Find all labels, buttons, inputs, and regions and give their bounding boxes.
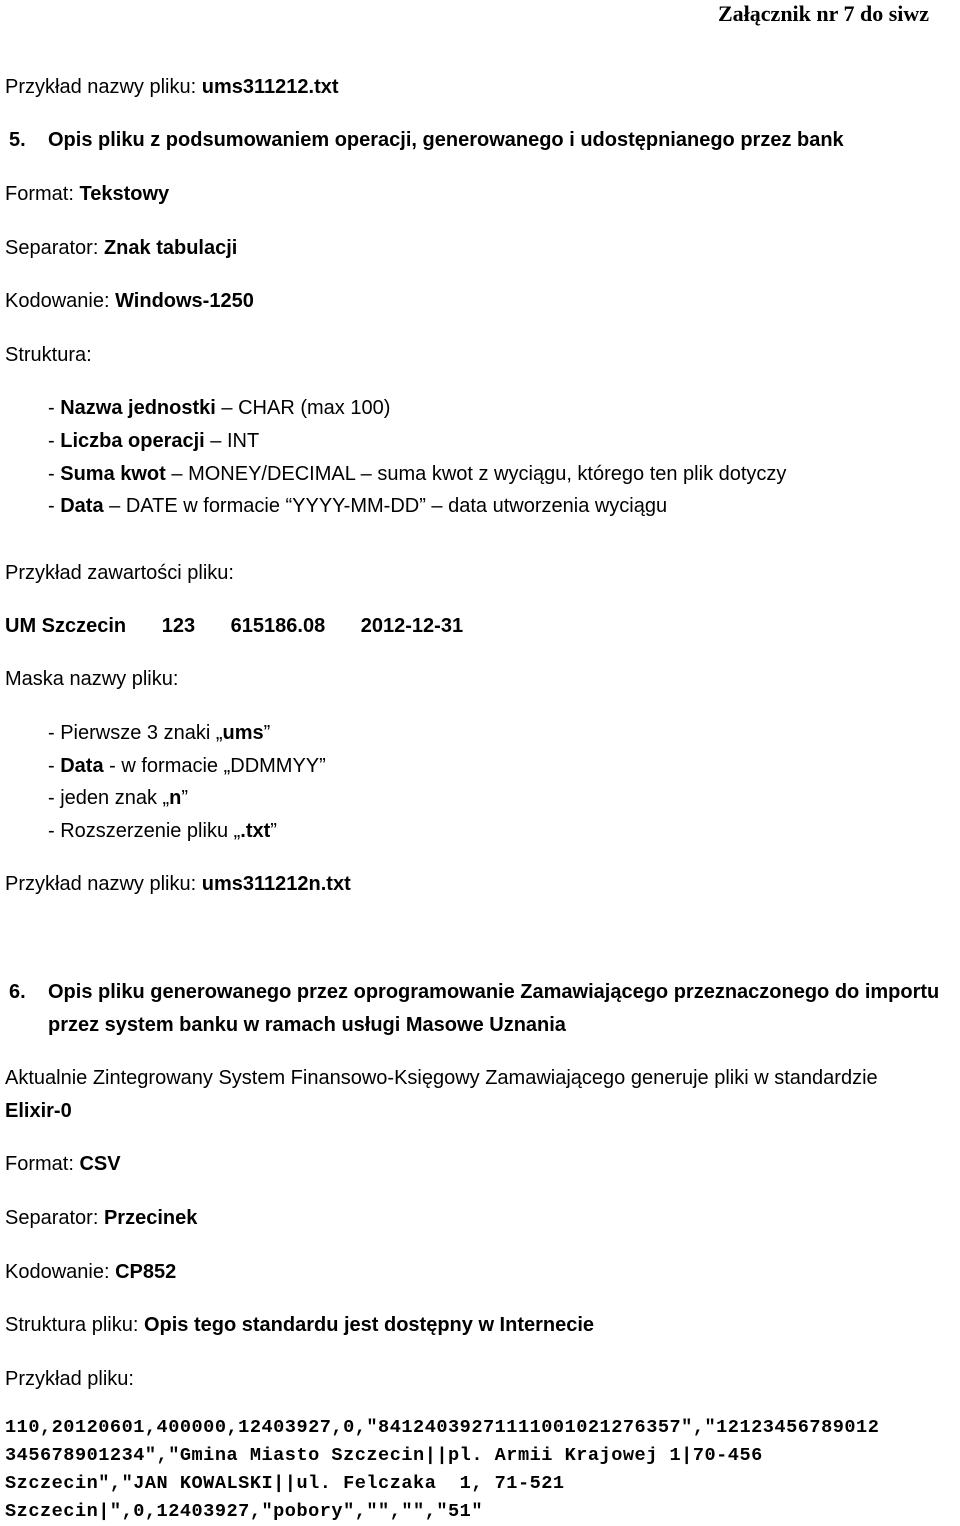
field-desc: DATE w formacie “YYYY-MM-DD” – data utworzenia wyciągu (125, 495, 668, 517)
code-line: Szczecin","JAN KOWALSKI||ul. Felczaka 1, 71-521 (5, 1473, 565, 1494)
field-name: Liczba operacji (60, 430, 205, 452)
value: Przecinek (103, 1207, 198, 1229)
mask-item: - Data - w formacie „DDMMYY” (48, 755, 326, 777)
label: Separator: (5, 1207, 99, 1229)
field-name: Suma kwot (60, 463, 166, 485)
s5-format (5, 182, 169, 206)
structure-field: - Nazwa jednostki – CHAR (max 100) (48, 397, 391, 419)
value: Windows-1250 (115, 290, 254, 312)
section-title: Opis pliku z podsumowaniem operacji, generowanego i udostępnianego przez bank (48, 129, 844, 151)
value: ums311212.txt (201, 76, 339, 98)
s6-example-label: Przykład pliku: (5, 1368, 134, 1390)
structure-field: - Data – DATE w formacie “YYYY-MM-DD” – data utworzenia wyciągu (48, 495, 668, 517)
label: Format: (5, 183, 74, 205)
label: Przykład nazwy pliku: (5, 76, 197, 98)
section-title-line1: Opis pliku generowanego przez oprogramowanie Zamawiającego przeznaczonego do importu (48, 981, 940, 1003)
mask-item: - jeden znak „n” (48, 787, 189, 809)
code-line: 345678901234","Gmina Miasto Szczecin||pl. Armii Krajowej 1|70-456 (5, 1445, 763, 1466)
field-desc: MONEY/DECIMAL – suma kwot z wyciągu, którego ten plik dotyczy (188, 463, 787, 485)
s5-example-filename (5, 872, 351, 896)
code-line: Szczecin|",0,12403927,"pobory","","","51" (5, 1501, 483, 1522)
s6-separator (5, 1206, 197, 1230)
label: Kodowanie: (5, 290, 110, 312)
s5-mask-label: Maska nazwy pliku: (5, 668, 179, 690)
s6-format (5, 1152, 121, 1176)
section-number: 6. (9, 981, 26, 1003)
s6-encoding (5, 1260, 176, 1284)
mask-item: - Pierwsze 3 znaki „ums” (48, 722, 271, 744)
value: CP852 (115, 1261, 177, 1283)
s6-structure (5, 1313, 594, 1337)
value: Znak tabulacji (103, 237, 238, 259)
cell: UM Szczecin (5, 615, 127, 637)
s5-structure-label: Struktura: (5, 344, 92, 366)
cell: 123 (161, 615, 196, 637)
mask-item: - Rozszerzenie pliku „.txt” (48, 820, 277, 842)
s6-intro-line1: Aktualnie Zintegrowany System Finansowo-Księgowy Zamawiającego generuje pliki w standardzie (5, 1067, 878, 1089)
field-name: Nazwa jednostki (60, 397, 216, 419)
section-title-line2: przez system banku w ramach usługi Masowe Uznania (48, 1014, 566, 1036)
cell: 615186.08 (230, 615, 326, 637)
value: CSV (79, 1153, 121, 1175)
structure-field: - Liczba operacji – INT (48, 430, 260, 452)
s5-content-example (5, 614, 463, 638)
field-desc: CHAR (max 100) (238, 397, 391, 419)
label: Przykład nazwy pliku: (5, 873, 197, 895)
label: Separator: (5, 237, 99, 259)
label: Format: (5, 1153, 74, 1175)
s4-example-filename (5, 75, 339, 99)
s5-content-example-label: Przykład zawartości pliku: (5, 562, 234, 584)
field-name: Data (60, 495, 104, 517)
cell: 2012-12-31 (360, 615, 464, 637)
structure-field: - Suma kwot – MONEY/DECIMAL – suma kwot z wyciągu, którego ten plik dotyczy (48, 463, 787, 485)
section-number: 5. (9, 129, 26, 151)
code-line: 110,20120601,400000,12403927,0,"84124039271111001021276357","12123456789012 (5, 1417, 880, 1438)
label: Kodowanie: (5, 1261, 110, 1283)
field-desc: INT (226, 430, 260, 452)
s5-separator (5, 236, 237, 260)
label: Struktura pliku: (5, 1314, 139, 1336)
page-header: Załącznik nr 7 do siwz (718, 1, 930, 26)
value: ums311212n.txt (201, 873, 351, 895)
s6-intro-line2: Elixir-0 (5, 1100, 72, 1122)
s5-encoding (5, 289, 254, 313)
value: Tekstowy (79, 183, 170, 205)
value: Opis tego standardu jest dostępny w Internecie (143, 1314, 595, 1336)
